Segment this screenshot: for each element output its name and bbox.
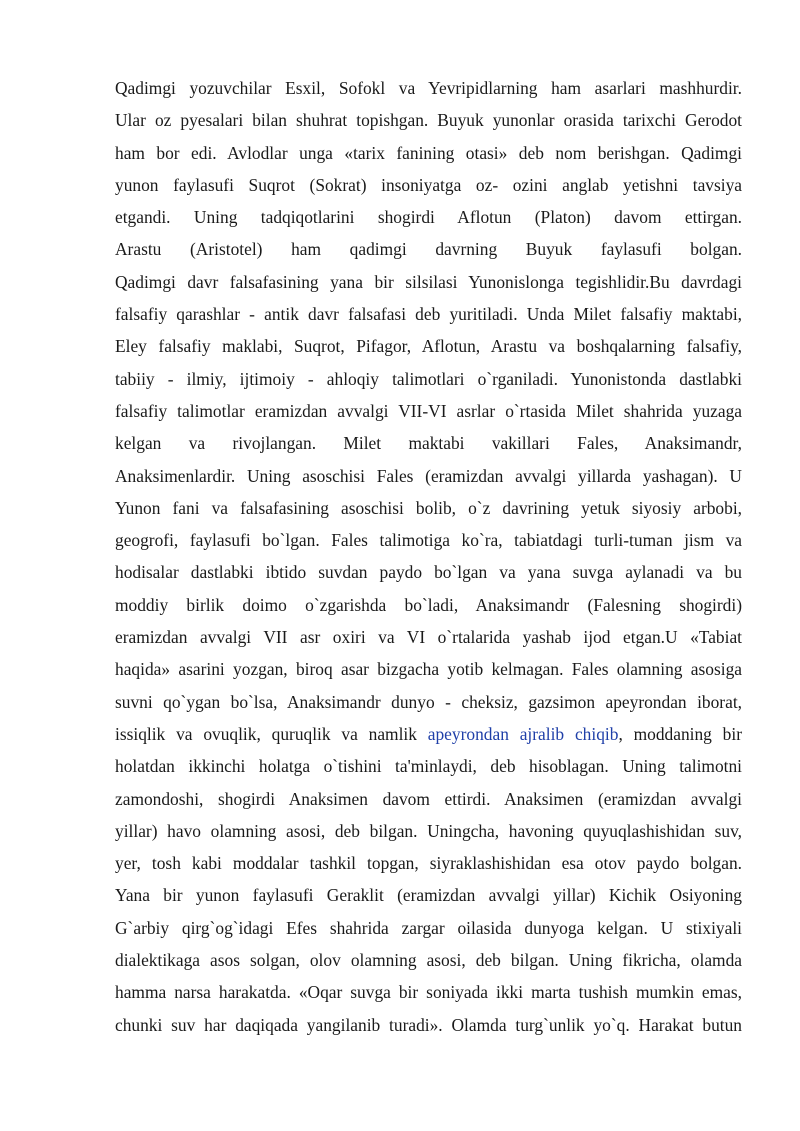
text-line: falsafiy talimotlar eramizdan avvalgi VII-VI asrlar o`rtasida Milet shahrida yuzaga	[115, 400, 742, 421]
text-line: etgandi. Uning tadqiqotlarini shogirdi Aflotun (Platon) davom ettirgan.	[115, 207, 742, 228]
text-line: geogrofi, faylasufi bo`lgan. Fales talimotiga ko`ra, tabiatdagi turli-tuman jism va	[115, 530, 742, 551]
text-line: Eley falsafiy maklabi, Suqrot, Pifagor, Aflotun, Arastu va boshqalarning falsafiy,	[115, 336, 742, 357]
text-line: hodisalar dastlabki ibtido suvdan paydo bo`lgan va yana suvga aylanadi va bu	[115, 562, 742, 583]
text-line: ham bor edi. Avlodlar unga «tarix fanining otasi» deb nom berishgan. Qadimgi	[115, 142, 742, 163]
text-line: falsafiy qarashlar - antik davr falsafasi deb yuritiladi. Unda Milet falsafiy maktabi,	[115, 304, 742, 325]
apeyron-link[interactable]: apeyrondan ajralib chiqib	[427, 723, 619, 744]
text-line-with-link	[115, 718, 742, 750]
body-text	[115, 72, 742, 1041]
text-line: chunki suv har daqiqada yangilanib turadi». Olamda turg`unlik yo`q. Harakat butun	[115, 1014, 742, 1035]
text-line: Ular oz pyesalari bilan shuhrat topishgan. Buyuk yunonlar orasida tarixchi Gerodot	[115, 110, 742, 131]
text-line: yillar) havo olamning asosi, deb bilgan. Uningcha, havoning quyuqlashishidan suv,	[115, 820, 742, 841]
text-line: G`arbiy qirg`og`idagi Efes shahrida zargar oilasida dunyoga kelgan. U stixiyali	[115, 917, 742, 938]
text-line: Anaksimenlardir. Uning asoschisi Fales (eramizdan avvalgi yillarda yashagan). U	[115, 465, 742, 486]
text-fragment: , moddaning bir	[618, 723, 743, 744]
text-fragment: issiqlik va ovuqlik, quruqlik va namlik	[115, 723, 428, 744]
text-line: holatdan ikkinchi holatga o`tishini ta'minlaydi, deb hisoblagan. Uning talimotni	[115, 756, 742, 777]
text-line: suvni qo`ygan bo`lsa, Anaksimandr dunyo - cheksiz, gazsimon apeyrondan iborat,	[115, 691, 742, 712]
text-line: eramizdan avvalgi VII asr oxiri va VI o`rtalarida yashab ijod etgan.U «Tabiat	[115, 627, 742, 648]
text-line: hamma narsa harakatda. «Oqar suvga bir soniyada ikki marta tushish mumkin emas,	[115, 982, 742, 1003]
text-line: Qadimgi yozuvchilar Esxil, Sofokl va Yevripidlarning ham asarlari mashhurdir.	[115, 78, 742, 98]
text-line: dialektikaga asos solgan, olov olamning asosi, deb bilgan. Uning fikricha, olamda	[115, 950, 742, 971]
text-line: kelgan va rivojlangan. Milet maktabi vakillari Fales, Anaksimandr,	[115, 433, 742, 454]
text-line: haqida» asarini yozgan, biroq asar bizgacha yotib kelmagan. Fales olamning asosiga	[115, 659, 742, 680]
text-line: Yunon fani va falsafasining asoschisi bolib, o`z davrining yetuk siyosiy arbobi,	[115, 497, 742, 518]
text-line: Yana bir yunon faylasufi Geraklit (eramizdan avvalgi yillar) Kichik Osiyoning	[115, 885, 742, 906]
text-line: Qadimgi davr falsafasining yana bir silsilasi Yunonislonga tegishlidir.Bu davrdagi	[115, 271, 742, 292]
text-line: zamondoshi, shogirdi Anaksimen davom ettirdi. Anaksimen (eramizdan avvalgi	[115, 788, 742, 809]
text-line: yer, tosh kabi moddalar tashkil topgan, siyraklashishidan esa otov paydo bolgan.	[115, 853, 742, 874]
text-line: yunon faylasufi Suqrot (Sokrat) insoniyatga oz- ozini anglab yetishni tavsiya	[115, 174, 742, 195]
text-line: Arastu (Aristotel) ham qadimgi davrning Buyuk faylasufi bolgan.	[115, 239, 742, 260]
text-line: tabiiy - ilmiy, ijtimoiy - ahloqiy talimotlari o`rganiladi. Yunonistonda dastlabki	[115, 368, 742, 389]
text-line: moddiy birlik doimo o`zgarishda bo`ladi, Anaksimandr (Falesning shogirdi)	[115, 594, 742, 615]
